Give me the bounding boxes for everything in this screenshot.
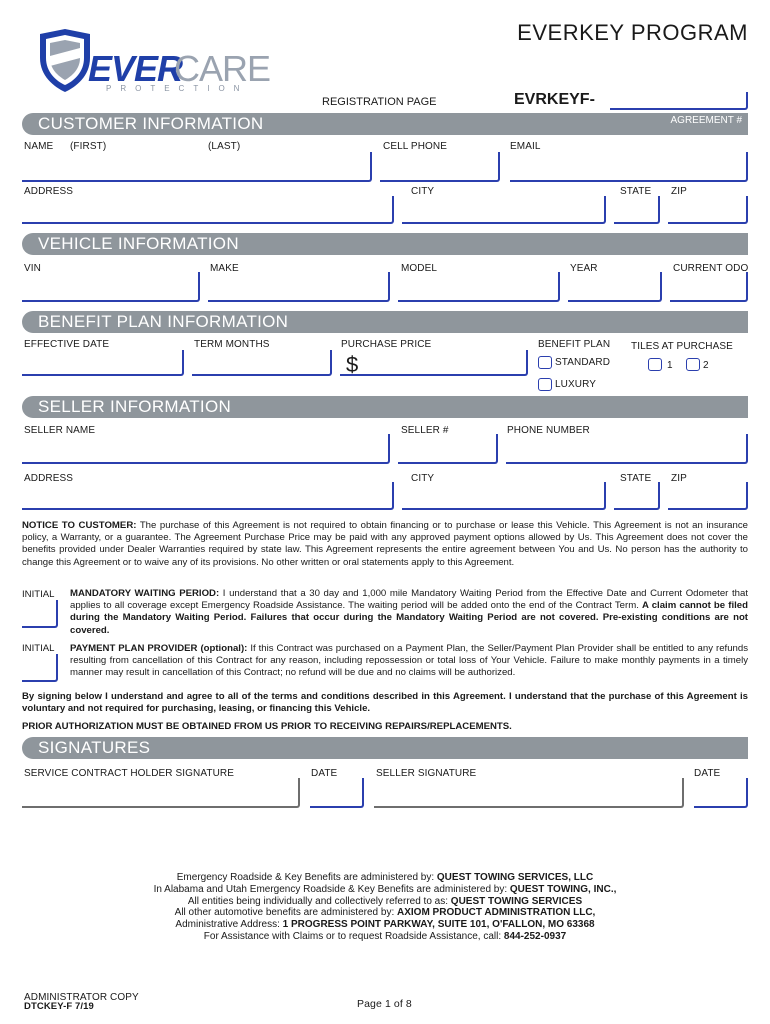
- footer-line: [0, 931, 770, 943]
- logo-protection-text: PROTECTION: [106, 84, 249, 93]
- seller-name-field[interactable]: [22, 434, 390, 464]
- footer-bold: AXIOM PRODUCT ADMINISTRATION LLC,: [397, 907, 596, 919]
- waiting-period-bold: A claim cannot be filed during the Mandatory Waiting Period. Failures that occur during the Mandatory Waiting Period are not covered. Pre-existing conditions are not covered.: [70, 600, 748, 636]
- purchase-price-label: PURCHASE PRICE: [341, 339, 432, 350]
- customer-name-field[interactable]: [22, 152, 372, 182]
- payment-plan-heading: PAYMENT PLAN PROVIDER (optional):: [70, 643, 248, 654]
- agreement-number-label: AGREEMENT #: [670, 115, 742, 126]
- signing-statement: By signing below I understand and agree to all of the terms and conditions described in this Agreement. I understand that the purchase of this Agreement is voluntary and not required for purchasing, leasing, or financing this Vehicle.: [22, 691, 748, 715]
- seller-city-field[interactable]: [402, 482, 606, 510]
- footer-line: [0, 907, 770, 919]
- date-label: DATE: [311, 768, 338, 779]
- footer-text: Administrative Address:: [175, 919, 283, 931]
- standard-checkbox[interactable]: [538, 356, 552, 369]
- date-label: DATE: [694, 768, 721, 779]
- seller-number-label: SELLER #: [401, 425, 449, 436]
- payment-plan-text: If this Contract was purchased on a Payment Plan, the Seller/Payment Plan Provider shall be entitled to any refunds resulting from cancellation of this Contract for any reason, including repossession or total loss of Your Vehicle. Failure to make monthly payments in a timely manner may result in cancellation of this Contract; no refund will be due and no claims will be authorized.: [70, 643, 748, 679]
- email-label: EMAIL: [510, 141, 541, 152]
- benefit-plan-label: BENEFIT PLAN: [538, 339, 611, 350]
- luxury-checkbox[interactable]: [538, 378, 552, 391]
- footer-bold: 1 PROGRESS POINT PARKWAY, SUITE 101, O'FALLON, MO 63368: [282, 919, 595, 931]
- luxury-label: LUXURY: [555, 379, 596, 390]
- footer-bold: QUEST TOWING SERVICES: [450, 895, 583, 907]
- signatures-section-bar: [22, 737, 748, 759]
- vehicle-section-bar: [22, 233, 748, 255]
- footer-text: All entities being individually and collectively referred to as:: [187, 895, 451, 907]
- initial-label: INITIAL: [22, 589, 55, 600]
- section-title: VEHICLE INFORMATION: [38, 234, 239, 253]
- logo-care-text: CARE: [174, 48, 271, 89]
- term-months-label: TERM MONTHS: [194, 339, 270, 350]
- initial-label: INITIAL: [22, 643, 55, 654]
- zip-field[interactable]: [668, 196, 748, 224]
- seller-date-field[interactable]: [694, 778, 748, 808]
- email-field[interactable]: [510, 152, 748, 182]
- seller-state-field[interactable]: [614, 482, 660, 510]
- shield-icon: [36, 28, 94, 94]
- footer-text: For Assistance with Claims or to request Roadside Assistance, call:: [203, 930, 504, 942]
- holder-date-field[interactable]: [310, 778, 364, 808]
- benefit-section-bar: [22, 311, 748, 333]
- tile-1-checkbox[interactable]: [648, 358, 662, 371]
- section-title: SIGNATURES: [38, 738, 151, 757]
- make-field[interactable]: [208, 272, 390, 302]
- phone-number-field[interactable]: [506, 434, 748, 464]
- initial-mwp-field[interactable]: [22, 600, 58, 628]
- seller-signature-label: SELLER SIGNATURE: [376, 768, 477, 779]
- model-label: MODEL: [401, 263, 438, 274]
- standard-label: STANDARD: [555, 357, 611, 368]
- notice-heading: NOTICE TO CUSTOMER:: [22, 520, 137, 531]
- initial-ppp-field[interactable]: [22, 654, 58, 682]
- logo-ever-text: EVER: [88, 48, 183, 89]
- waiting-period-text: I understand that a 30 day and 1,000 mile Mandatory Waiting Period from the Effective Date and Current Odometer that applies to all coverage except Emergency Roadside Assistance. The waiting period will be added onto the end of the Contract Term.: [70, 588, 748, 612]
- seller-zip-label: ZIP: [671, 473, 687, 484]
- agreement-code: EVRKEYF-: [514, 91, 595, 108]
- seller-zip-field[interactable]: [668, 482, 748, 510]
- section-title: CUSTOMER INFORMATION: [38, 114, 264, 133]
- purchase-price-field[interactable]: [340, 350, 528, 376]
- footer-bold: 844-252-0937: [503, 930, 567, 942]
- copy-label: ADMINISTRATOR COPY: [24, 992, 139, 1003]
- city-field[interactable]: [402, 196, 606, 224]
- payment-plan-paragraph: [70, 643, 748, 680]
- agreement-number-field[interactable]: [610, 92, 748, 110]
- last-name-label: (LAST): [208, 141, 241, 152]
- waiting-period-paragraph: [70, 588, 748, 637]
- year-field[interactable]: [568, 272, 662, 302]
- tile-2-checkbox[interactable]: [686, 358, 700, 371]
- model-field[interactable]: [398, 272, 560, 302]
- address-field[interactable]: [22, 196, 394, 224]
- effective-date-field[interactable]: [22, 350, 184, 376]
- tile-2-label: 2: [703, 360, 709, 371]
- effective-date-label: EFFECTIVE DATE: [24, 339, 110, 350]
- tile-1-label: 1: [667, 360, 673, 371]
- vin-label: VIN: [24, 263, 41, 274]
- footer-line: [0, 919, 770, 931]
- seller-section-bar: [22, 396, 748, 418]
- city-label: CITY: [411, 186, 435, 197]
- address-label: ADDRESS: [24, 186, 74, 197]
- footer-bold: QUEST TOWING SERVICES, LLC: [436, 872, 594, 883]
- footer-line: [0, 896, 770, 908]
- section-title: BENEFIT PLAN INFORMATION: [38, 312, 289, 331]
- tiles-label: TILES AT PURCHASE: [631, 341, 733, 352]
- administrator-info: [0, 872, 770, 943]
- document-title: EVERKEY PROGRAM: [517, 20, 748, 45]
- name-label: NAME: [24, 141, 54, 152]
- state-field[interactable]: [614, 196, 660, 224]
- seller-name-label: SELLER NAME: [24, 425, 96, 436]
- term-months-field[interactable]: [192, 350, 332, 376]
- cell-phone-field[interactable]: [380, 152, 500, 182]
- customer-section-bar: [22, 113, 748, 135]
- section-title: SELLER INFORMATION: [38, 397, 232, 416]
- evercare-logo: [36, 26, 271, 98]
- zip-label: ZIP: [671, 186, 687, 197]
- phone-number-label: PHONE NUMBER: [507, 425, 590, 436]
- footer-text: Emergency Roadside & Key Benefits are administered by:: [176, 872, 437, 883]
- dollar-sign: $: [346, 352, 359, 377]
- odometer-field[interactable]: [670, 272, 748, 302]
- holder-signature-field[interactable]: [22, 778, 300, 808]
- seller-number-field[interactable]: [398, 434, 498, 464]
- footer-bold: QUEST TOWING, INC.,: [509, 883, 617, 895]
- footer-text: In Alabama and Utah Emergency Roadside & Key Benefits are administered by:: [153, 883, 510, 895]
- seller-address-label: ADDRESS: [24, 473, 74, 484]
- footer-text: All other automotive benefits are administered by:: [174, 907, 397, 919]
- prior-authorization: PRIOR AUTHORIZATION MUST BE OBTAINED FROM US PRIOR TO RECEIVING REPAIRS/REPLACEMENTS.: [22, 721, 512, 732]
- registration-page-label: REGISTRATION PAGE: [322, 96, 437, 108]
- holder-signature-label: SERVICE CONTRACT HOLDER SIGNATURE: [24, 768, 234, 779]
- waiting-period-heading: MANDATORY WAITING PERIOD:: [70, 588, 220, 599]
- seller-address-field[interactable]: [22, 482, 394, 510]
- seller-city-label: CITY: [411, 473, 435, 484]
- seller-signature-field[interactable]: [374, 778, 684, 808]
- notice-paragraph: [22, 520, 748, 569]
- notice-text: The purchase of this Agreement is not required to obtain financing or to purchase or lease this Vehicle. This Agreement is not an insurance policy, a Warranty, or a guarantee. The Agreement Purchase Price may be paid with any approved payment options allowed by Us. This Agreement does not cover the benefits provided under Dealer Warranties required by state law. This Agreement represents the entire agreement between You and Us. No person has the authority to change this Agreement or to waive any of its provisions. No other written or oral statements apply to this Agreement.: [22, 520, 748, 568]
- footer-line: [0, 872, 770, 884]
- vin-field[interactable]: [22, 272, 200, 302]
- odometer-label: CURRENT ODO: [673, 263, 749, 274]
- year-label: YEAR: [570, 263, 598, 274]
- footer-line: [0, 884, 770, 896]
- state-label: STATE: [620, 186, 652, 197]
- first-name-label: (FIRST): [70, 141, 107, 152]
- cell-phone-label: CELL PHONE: [383, 141, 447, 152]
- make-label: MAKE: [210, 263, 239, 274]
- page-number: Page 1 of 8: [357, 998, 412, 1010]
- seller-state-label: STATE: [620, 473, 652, 484]
- form-number: DTCKEY-F 7/19: [24, 1001, 94, 1012]
